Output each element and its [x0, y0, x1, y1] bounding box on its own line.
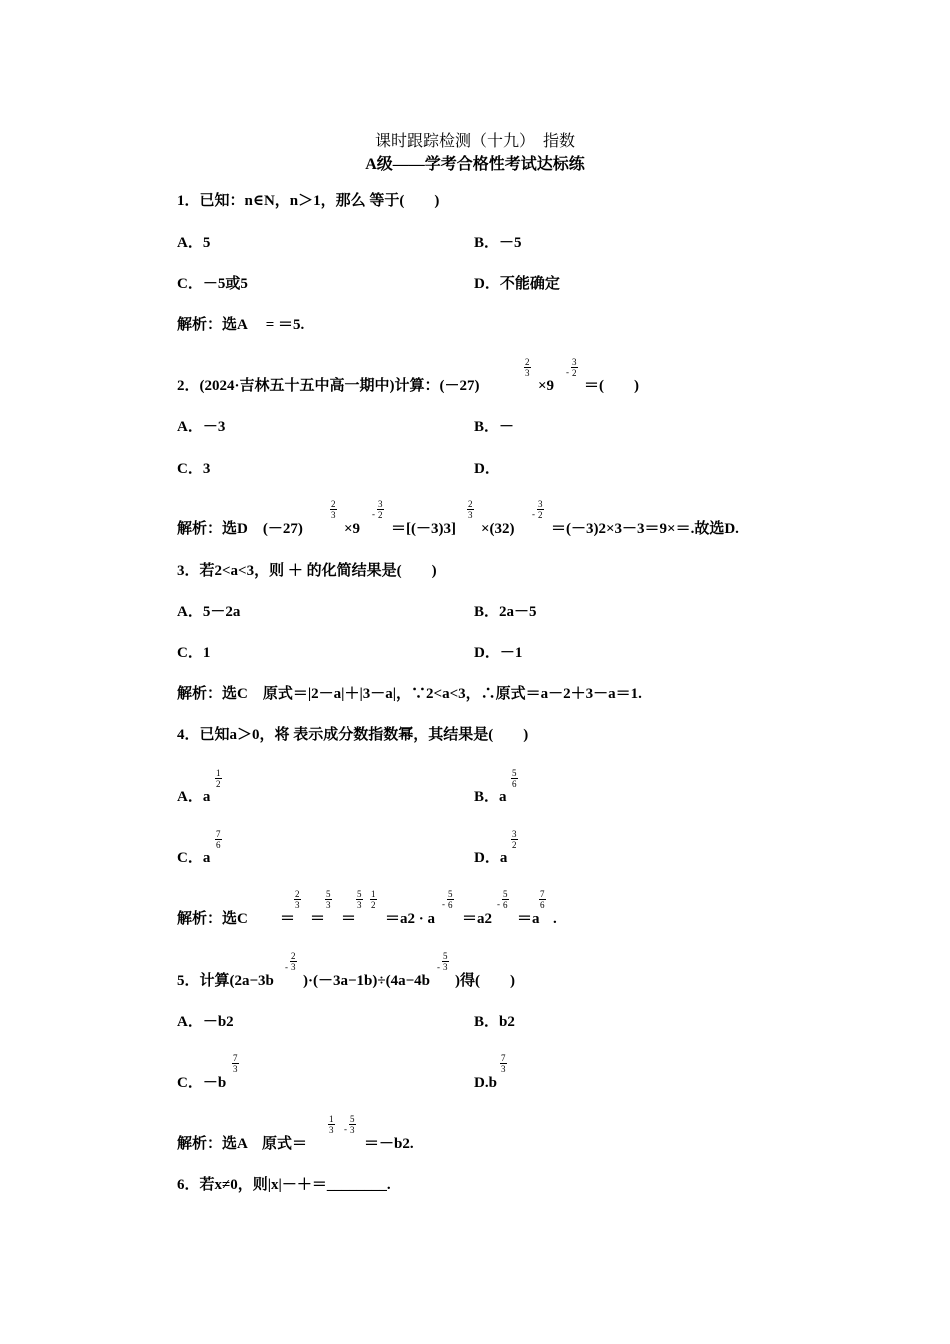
q5-stem-post: )得( ): [455, 973, 515, 989]
q2-sol-minus-1: -: [372, 509, 375, 519]
q3-option-a: A．5－2a: [177, 604, 241, 620]
q2-sol-exp-2-3: $\frac{2}{3}$: [331, 499, 336, 520]
q5-solution-post: ＝－b2.: [364, 1136, 414, 1152]
q2-option-d: D．: [474, 461, 500, 477]
q1-option-b: B．－5: [474, 235, 522, 251]
q3-option-c: C．1: [177, 645, 211, 661]
q4-sol-end: .: [553, 911, 557, 927]
q1-option-a: A．5: [177, 235, 211, 251]
q1-option-c: C．－5或5: [177, 276, 248, 292]
q5-solution-pre: 解析：选A 原式＝: [177, 1136, 308, 1152]
q4-sol-exp-2-3: $\frac{2}{3}$: [295, 889, 300, 910]
q4-sol-eq6: ＝a: [517, 911, 540, 927]
q2-solution-mid3: ×(32): [481, 521, 515, 537]
q2-stem-post: ＝( ): [584, 378, 639, 394]
q4-sol-exp-1-2: $\frac{1}{2}$: [371, 889, 376, 910]
q2-sol-exp-3-2b: $\frac{3}{2}$: [538, 499, 543, 520]
q5-sol-exp-5-3: $\frac{5}{3}$: [350, 1114, 355, 1135]
q5-minus-1: -: [285, 962, 288, 972]
q4-sol-eq5: ＝a2: [462, 911, 493, 927]
q5-d-exponent: $\frac{7}{3}$: [501, 1053, 506, 1074]
q4-sol-eq1: ＝: [280, 911, 296, 927]
q5-option-a: A．－b2: [177, 1014, 234, 1030]
q4-stem: 4．已知a＞0，将 表示成分数指数幂，其结果是( ): [177, 727, 529, 743]
q4-sol-minus-1: -: [442, 899, 445, 909]
q2-option-a: A．－3: [177, 419, 226, 435]
q3-option-d: D．－1: [474, 645, 523, 661]
q3-option-b: B．2a－5: [474, 604, 537, 620]
section-title: A级——学考合格性考试达标练: [365, 156, 585, 173]
q2-sol-exp-3-2: $\frac{3}{2}$: [378, 499, 383, 520]
q5-stem-pre: 5．计算(2a−3b: [177, 973, 274, 989]
q2-solution-post: ＝(－3)2×3－3＝9×＝.故选D.: [551, 521, 739, 537]
q4-a-exponent: $\frac{1}{2}$: [216, 768, 221, 789]
q4-sol-minus-2: -: [497, 899, 500, 909]
q4-solution-pre: 解析：选C: [177, 911, 263, 927]
q2-stem-mid: ×9: [538, 378, 555, 394]
page-title: 课时跟踪检测（十九） 指数: [374, 133, 575, 150]
q4-sol-eq2: ＝: [310, 911, 326, 927]
q5-option-c: C．－b: [177, 1075, 227, 1091]
q6-stem: 6．若x≠0，则|x|－＋＝________.: [177, 1177, 391, 1193]
q1-stem: 1．已知：n∈N，n＞1，那么 等于( ): [177, 193, 440, 209]
q2-exponent-3-2: $\frac{3}{2}$: [572, 357, 577, 378]
q2-solution-mid2: ＝[(－3)3]: [391, 521, 456, 537]
q4-option-b: B．a: [474, 789, 507, 805]
q2-option-c: C．3: [177, 461, 211, 477]
q5-exp-2-3: $\frac{2}{3}$: [291, 951, 296, 972]
q4-sol-eq3: ＝: [341, 911, 357, 927]
q2-minus-sign: -: [566, 367, 569, 377]
q5-option-b: B．b2: [474, 1014, 515, 1030]
q5-sol-exp-1-3: $\frac{1}{3}$: [329, 1114, 334, 1135]
q4-b-exponent: $\frac{5}{6}$: [512, 768, 517, 789]
q2-option-b: B．－: [474, 419, 515, 435]
q4-sol-exp-5-3b: $\frac{5}{3}$: [357, 889, 362, 910]
q2-sol-minus-2: -: [532, 509, 535, 519]
q4-c-exponent: $\frac{7}{6}$: [216, 829, 221, 850]
q4-option-d: D．a: [474, 850, 508, 866]
q5-sol-minus: -: [344, 1124, 347, 1134]
q4-option-c: C．a: [177, 850, 211, 866]
q5-exp-5-3: $\frac{5}{3}$: [443, 951, 448, 972]
q4-d-exponent: $\frac{3}{2}$: [512, 829, 517, 850]
q4-option-a: A．a: [177, 789, 211, 805]
q2-solution-mid: ×9: [344, 521, 361, 537]
q1-solution: 解析：选A = ＝5.: [177, 317, 305, 333]
q5-stem-mid: )·(－3a−1b)÷(4a−4b: [303, 973, 430, 989]
q2-sol-exp-2-3b: $\frac{2}{3}$: [468, 499, 473, 520]
q4-sol-exp-5-3: $\frac{5}{3}$: [326, 889, 331, 910]
q4-sol-eq4: ＝a2 · a: [385, 911, 436, 927]
q3-stem: 3．若2<a<3，则 ＋ 的化简结果是( ): [177, 563, 437, 579]
q5-minus-2: -: [437, 962, 440, 972]
q2-stem-pre: 2．(2024·吉林五十五中高一期中)计算：(－27): [177, 378, 480, 394]
q5-c-exponent: $\frac{7}{3}$: [233, 1053, 238, 1074]
q4-sol-exp-5-6b: $\frac{5}{6}$: [503, 889, 508, 910]
q3-solution: 解析：选C 原式＝|2－a|＋|3－a|，∵2<a<3，∴原式＝a－2＋3－a＝1.: [177, 686, 642, 702]
q4-sol-exp-7-6: $\frac{7}{6}$: [540, 889, 545, 910]
q4-sol-exp-5-6: $\frac{5}{6}$: [448, 889, 453, 910]
q1-option-d: D．不能确定: [474, 276, 560, 292]
q5-option-d: D.b: [474, 1075, 497, 1091]
q2-solution-pre: 解析：选D (－27): [177, 521, 303, 537]
q2-exponent-2-3: $\frac{2}{3}$: [525, 357, 530, 378]
